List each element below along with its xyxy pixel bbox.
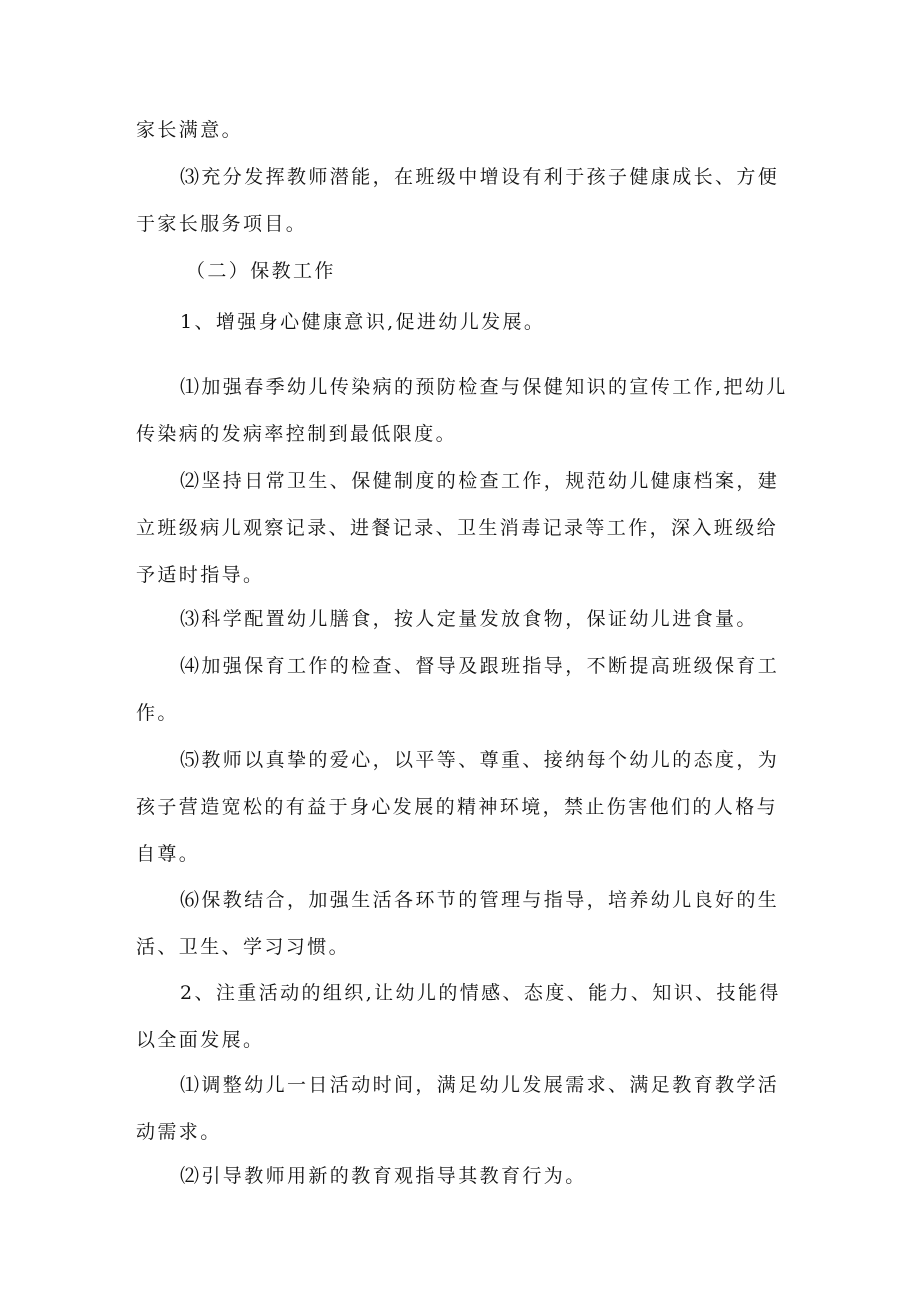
paragraph-item-3-diet: ⑶科学配置幼儿膳食，按人定量发放食物，保证幼儿进食量。 bbox=[180, 608, 758, 630]
paragraph-item-6-daily-habits: ⑹保教结合，加强生活各环节的管理与指导，培养幼儿良好的生活、卫生、学习习惯。 bbox=[136, 889, 780, 958]
paragraph-item-4-care-supervision: ⑷加强保育工作的检查、督导及跟班指导，不断提高班级保育工作。 bbox=[136, 655, 780, 724]
paragraph-item-1-daily-schedule: ⑴调整幼儿一日活动时间，满足幼儿发展需求、满足教育教学活动需求。 bbox=[136, 1074, 780, 1143]
paragraph-item-2-education-concepts: ⑵引导教师用新的教育观指导其教育行为。 bbox=[180, 1165, 587, 1187]
paragraph-item-5-teacher-attitude: ⑸教师以真挚的爱心，以平等、尊重、接纳每个幼儿的态度，为孩子营造宽松的有益于身心发展的精神环境，禁止伤害他们的人格与自尊。 bbox=[136, 749, 780, 865]
paragraph-continuation: 家长满意。 bbox=[136, 119, 244, 141]
paragraph-item-2-hygiene-checks: ⑵坚持日常卫生、保健制度的检查工作，规范幼儿健康档案，建立班级病儿观察记录、进餐记录、卫生消毒记录等工作，深入班级给予适时指导。 bbox=[136, 470, 780, 586]
section-heading-care-education: （二）保教工作 bbox=[186, 260, 336, 282]
subheading-physical-mental-health: 1、增强身心健康意识,促进幼儿发展。 bbox=[180, 311, 546, 333]
paragraph-item-3-teacher-potential: ⑶充分发挥教师潜能，在班级中增设有利于孩子健康成长、方便于家长服务项目。 bbox=[136, 166, 780, 235]
paragraph-item-1-infection-prevention: ⑴加强春季幼儿传染病的预防检查与保健知识的宣传工作,把幼儿传染病的发病率控制到最低限度。 bbox=[136, 376, 788, 445]
subheading-activity-organization: 2、注重活动的组织,让幼儿的情感、态度、能力、知识、技能得以全面发展。 bbox=[136, 982, 781, 1051]
